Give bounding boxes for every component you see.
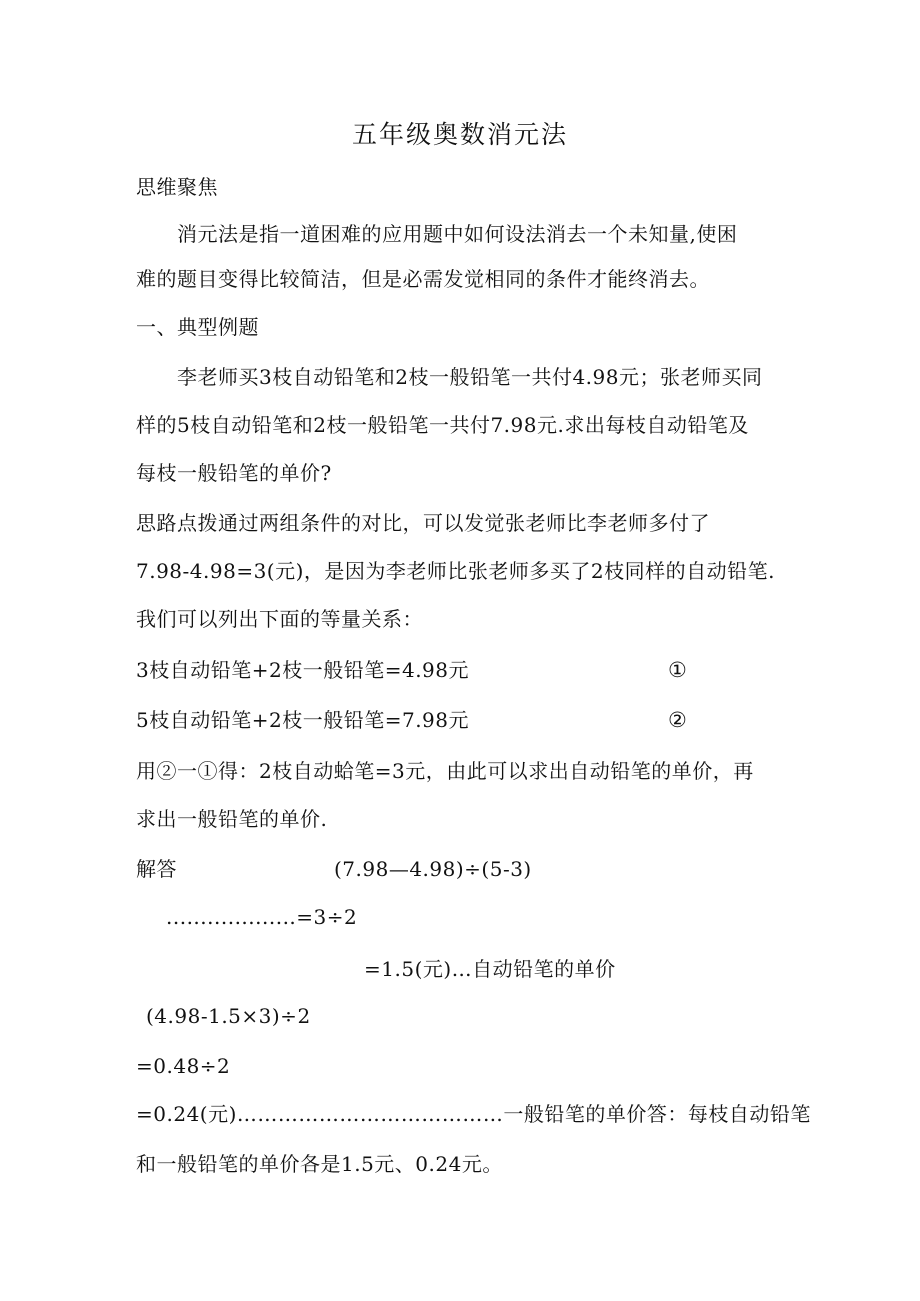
answer-line-5: =0.48÷2 [136,1054,231,1078]
problem-line-3: 每枝一般铅笔的单价? [136,461,332,485]
hint-line-1: 思路点拨通过两组条件的对比，可以发觉张老师比李老师多付了 [136,511,710,535]
hint-line-3: 我们可以列出下面的等量关系： [136,607,423,631]
hint-line-2: 7.98-4.98=3(元)，是因为李老师比张老师多买了2枝同样的自动铅笔. [136,559,775,583]
step-line-2: 求出一般铅笔的单价. [136,807,328,831]
answer-line-4: (4.98-1.5×3)÷2 [146,1004,311,1028]
answer-expression: (7.98—4.98)÷(5-3) [334,857,532,881]
intro-line-1: 消元法是指一道困难的应用题中如何设法消去一个未知量,使困 [177,222,738,246]
answer-line-2: ...................=3÷2 [166,905,358,929]
answer-line-7: 和一般铅笔的单价各是1.5元、0.24元。 [136,1152,503,1176]
step-line-1: 用②一①得：2枝自动蛤笔=3元，由此可以求出自动铅笔的单价，再 [136,759,754,783]
answer-line-6: =0.24(元)…………………………………一般铅笔的单价答：每枝自动铅笔 [136,1102,811,1126]
equation-2-number: ② [668,708,687,732]
equation-1-number: ① [668,658,687,682]
answer-label: 解答 [136,857,177,881]
section-heading-focus: 思维聚焦 [136,175,218,199]
equation-1: 3枝自动铅笔+2枝一般铅笔=4.98元 [136,658,469,682]
section-heading-examples: 一、典型例题 [136,315,259,339]
answer-line-3: =1.5(元)…自动铅笔的单价 [364,957,616,981]
problem-line-1: 李老师买3枝自动铅笔和2枝一般铅笔一共付4.98元；张老师买同 [177,365,763,389]
problem-line-2: 样的5枝自动铅笔和2枝一般铅笔一共付7.98元.求出每枝自动铅笔及 [136,413,749,437]
equation-2: 5枝自动铅笔+2枝一般铅笔=7.98元 [136,708,469,732]
document-title: 五年级奥数消元法 [351,120,568,149]
intro-line-2: 难的题目变得比较简洁，但是必需发觉相同的条件才能终消去。 [136,267,710,291]
